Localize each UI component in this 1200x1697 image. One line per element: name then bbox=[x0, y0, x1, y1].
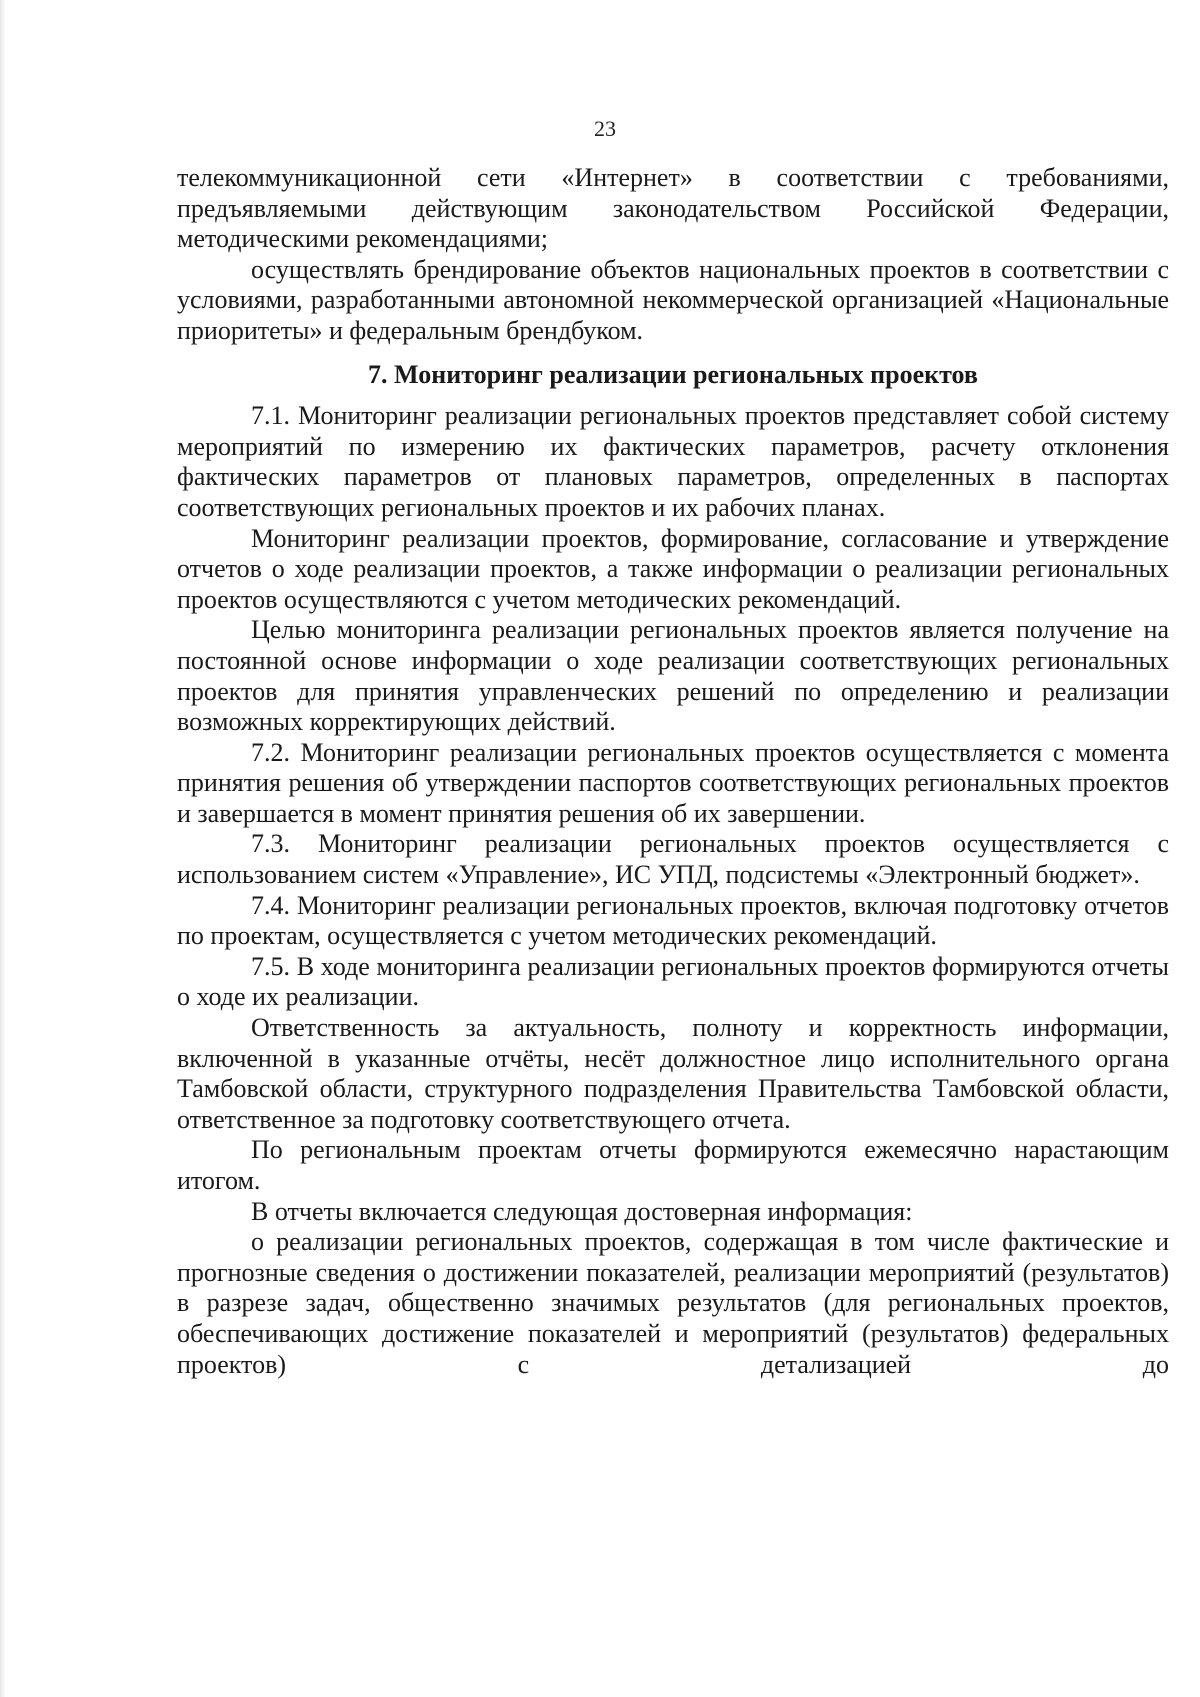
paragraph-7-5-monthly: По региональным проектам отчеты формируются ежемесячно нарастающим итогом. bbox=[177, 1135, 1169, 1195]
paragraph-7-4: 7.4. Мониторинг реализации региональных проектов, включая подготовку отчетов по проектам, осуществляется с учетом методических рекомендаций. bbox=[177, 890, 1169, 951]
paragraph-7-1-reports: Мониторинг реализации проектов, формирование, согласование и утверждение отчетов о ходе реализации проектов, а также информации о реализации региональных проектов осуществляются с учетом методических рекомендаций. bbox=[177, 523, 1169, 614]
paragraph-7-1: 7.1. Мониторинг реализации региональных проектов представляет собой систему мероприятий по измерению их фактических параметров, расчету отклонения фактических параметров от плановых параметров, определенных в паспортах соответствующих региональных проектов и их рабочих планах. bbox=[177, 401, 1169, 522]
paragraph-intro-continuation: телекоммуникационной сети «Интернет» в соответствии с требованиями, предъявляемыми действующим законодательством Российской Федерации, методическими рекомендациями; bbox=[177, 163, 1169, 254]
paragraph-branding: осуществлять брендирование объектов национальных проектов в соответствии с условиями, разработанными автономной некоммерческой организацией «Национальные приоритеты» и федеральным брендбуком. bbox=[177, 254, 1169, 345]
paragraph-7-5: 7.5. В ходе мониторинга реализации региональных проектов формируются отчеты о ходе их реализации. bbox=[177, 951, 1169, 1012]
document-body bbox=[177, 163, 1169, 1380]
paragraph-7-5-details: о реализации региональных проектов, содержащая в том числе фактические и прогнозные сведения о достижении показателей, реализации мероприятий (результатов) в разрезе задач, общественно значимых результатов (для региональных проектов, обеспечивающих достижение показателей и мероприятий (результатов) федеральных проектов) с детализацией до bbox=[177, 1227, 1169, 1379]
paragraph-7-3: 7.3. Мониторинг реализации региональных проектов осуществляется с использованием систем «Управление», ИС УПД, подсистемы «Электронный бюджет». bbox=[177, 829, 1169, 890]
page-number: 23 bbox=[594, 116, 616, 141]
paragraph-7-1-goal: Целью мониторинга реализации региональных проектов является получение на постоянной основе информации о ходе реализации соответствующих региональных проектов для принятия управленческих решений по определению и реализации возможных корректирующих действий. bbox=[177, 615, 1169, 737]
section-heading: 7. Мониторинг реализации региональных проектов bbox=[368, 359, 978, 389]
paragraph-7-5-included-info: В отчеты включается следующая достоверная информация: bbox=[251, 1196, 913, 1226]
paragraph-7-5-responsibility: Ответственность за актуальность, полноту и корректность информации, включенной в указанные отчёты, несёт должностное лицо исполнительного органа Тамбовской области, структурного подразделения Правительства Тамбовской области, ответственное за подготовку соответствующего отчета. bbox=[177, 1013, 1169, 1134]
paragraph-7-2: 7.2. Мониторинг реализации региональных проектов осуществляется с момента принятия решения об утверждении паспортов соответствующих региональных проектов и завершается в момент принятия решения об их завершении. bbox=[177, 737, 1169, 828]
scan-edge-shadow bbox=[0, 0, 6, 1697]
